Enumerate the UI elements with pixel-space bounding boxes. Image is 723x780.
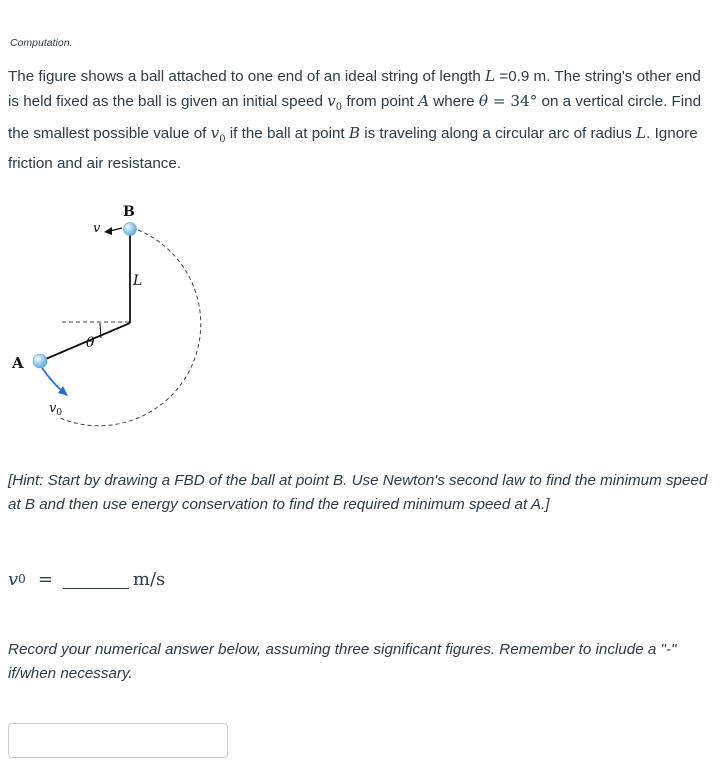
answer-input[interactable]: [8, 723, 228, 758]
label-L: L: [133, 273, 143, 289]
label-B: B: [123, 204, 135, 220]
answer-variable-sub: 0: [18, 572, 26, 586]
velocity-arrowhead-B: [104, 227, 112, 235]
answer-expression: [8, 564, 165, 594]
label-v: v: [93, 221, 101, 236]
answer-equals: =: [37, 568, 53, 590]
question-type-label: Computation.: [10, 37, 73, 49]
label-v0: $v_0$: [49, 401, 63, 418]
ball-A: [33, 354, 47, 368]
pendulum-figure: [0, 190, 260, 430]
record-instructions: Record your numerical answer below, assuming three significant figures. Remember to include a "-" if/when necessary.: [8, 641, 677, 682]
answer-blank: [63, 570, 129, 589]
answer-unit: m/s: [132, 568, 166, 590]
label-A: A: [12, 354, 24, 372]
problem-statement: The figure shows a ball attached to one end of an ideal string of length L =0.9 m. The string's other end is held fixed as the ball is given an initial speed $v_0$ from point A where θ = 34° on a vertical circle. Find the smallest possible value of $v_0$ if the ball at point B is traveling along a circular arc of radius L. Ignore friction and air resistance.: [8, 67, 702, 172]
velocity-arrow-A: [42, 368, 62, 391]
ball-B: [124, 223, 137, 236]
theta-label: θ: [86, 335, 95, 351]
hint-text: [Hint: Start by drawing a FBD of the ball at point B. Use Newton's second law to find the minimum speed at B and then use energy conservation to find the required minimum speed at A.]: [8, 472, 708, 513]
answer-variable: v: [8, 568, 19, 590]
